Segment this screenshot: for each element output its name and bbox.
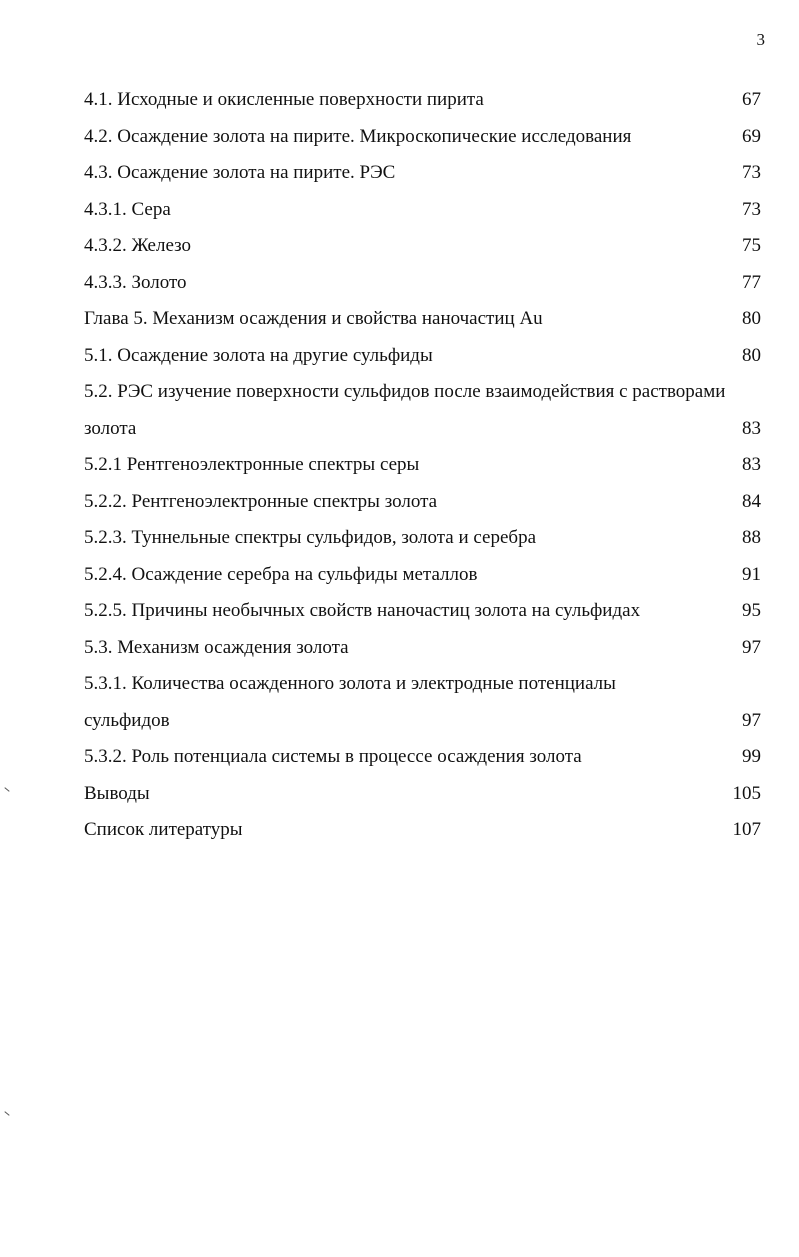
toc-entry-title: 5.3.1. Количества осажденного золота и электродные потенциалы <box>84 673 616 694</box>
toc-entry <box>84 776 761 813</box>
toc-entry-title: 5.2. РЭС изучение поверхности сульфидов после взаимодействия с растворами <box>84 381 726 402</box>
toc-entry-page: 69 <box>742 125 761 147</box>
toc-entry-page: 95 <box>742 600 761 621</box>
toc-entry <box>84 82 761 119</box>
toc-entry-page: 83 <box>742 454 761 475</box>
toc-entry-title: золота <box>84 417 137 439</box>
table-of-contents <box>84 82 761 849</box>
toc-entry-page: 97 <box>742 709 761 731</box>
toc-entry <box>84 520 761 557</box>
toc-entry-page: 83 <box>742 417 761 439</box>
toc-entry <box>84 593 761 630</box>
toc-entry-page: 80 <box>742 308 761 329</box>
toc-entry-page: 77 <box>742 271 761 293</box>
toc-entry <box>84 374 761 411</box>
toc-entry-title: сульфидов <box>84 709 170 731</box>
toc-entry-page: 67 <box>742 89 761 110</box>
toc-entry-title: 4.3.2. Железо <box>84 235 192 256</box>
toc-entry-title: 5.3.2. Роль потенциала системы в процессе осаждения золота <box>84 746 582 767</box>
toc-entry-title: Список литературы <box>84 819 243 840</box>
toc-entry-title: 5.2.5. Причины необычных свойств наночастиц золота на сульфидах <box>84 600 641 621</box>
toc-entry-title: 5.3. Механизм осаждения золота <box>84 636 349 658</box>
toc-entry <box>84 155 761 192</box>
toc-entry-title: 4.3.1. Сера <box>84 198 171 220</box>
toc-chapter <box>84 301 761 338</box>
toc-entry-title: 5.1. Осаждение золота на другие сульфиды <box>84 344 433 366</box>
toc-entry <box>84 812 761 849</box>
toc-entry-title: 5.2.2. Рентгеноэлектронные спектры золота <box>84 490 438 512</box>
toc-entry-page: 88 <box>742 527 761 548</box>
toc-entry <box>84 739 761 776</box>
toc-entry-title: 4.2. Осаждение золота на пирите. Микроскопические исследования <box>84 125 632 147</box>
toc-entry-page: 80 <box>742 344 761 366</box>
toc-entry-title: Глава 5. Механизм осаждения и свойства наночастиц Au <box>84 308 543 329</box>
toc-entry-title: 5.2.3. Туннельные спектры сульфидов, золота и серебра <box>84 527 537 548</box>
toc-entry-page: 73 <box>742 198 761 220</box>
toc-entry-page: 91 <box>742 563 761 585</box>
scan-speck-mark <box>4 787 9 792</box>
toc-entry-title: 4.3.3. Золото <box>84 271 187 293</box>
toc-entry <box>84 192 761 229</box>
toc-entry <box>84 484 761 521</box>
toc-entry-page: 84 <box>742 490 761 512</box>
toc-entry-title: 5.2.4. Осаждение серебра на сульфиды металлов <box>84 563 478 585</box>
toc-entry-title: 5.2.1 Рентгеноэлектронные спектры серы <box>84 454 420 475</box>
toc-entry <box>84 557 761 594</box>
toc-entry-title: 4.3. Осаждение золота на пирите. РЭС <box>84 162 396 183</box>
toc-entry <box>84 265 761 302</box>
toc-entry-page: 75 <box>742 235 761 256</box>
toc-entry <box>84 666 761 703</box>
toc-entry-title: 4.1. Исходные и окисленные поверхности пирита <box>84 89 484 110</box>
scan-speck-mark <box>4 1111 9 1116</box>
toc-entry-continuation <box>84 411 761 448</box>
toc-entry-title: Выводы <box>84 782 150 804</box>
toc-entry-page: 97 <box>742 636 761 658</box>
toc-entry <box>84 630 761 667</box>
toc-entry-page: 107 <box>732 819 761 840</box>
toc-entry-page: 73 <box>742 162 761 183</box>
toc-entry-page: 99 <box>742 746 761 767</box>
page-number: 3 <box>756 30 765 49</box>
toc-entry-continuation <box>84 703 761 740</box>
toc-entry-page: 105 <box>732 782 761 804</box>
toc-entry <box>84 228 761 265</box>
toc-entry <box>84 338 761 375</box>
toc-entry <box>84 447 761 484</box>
toc-entry <box>84 119 761 156</box>
